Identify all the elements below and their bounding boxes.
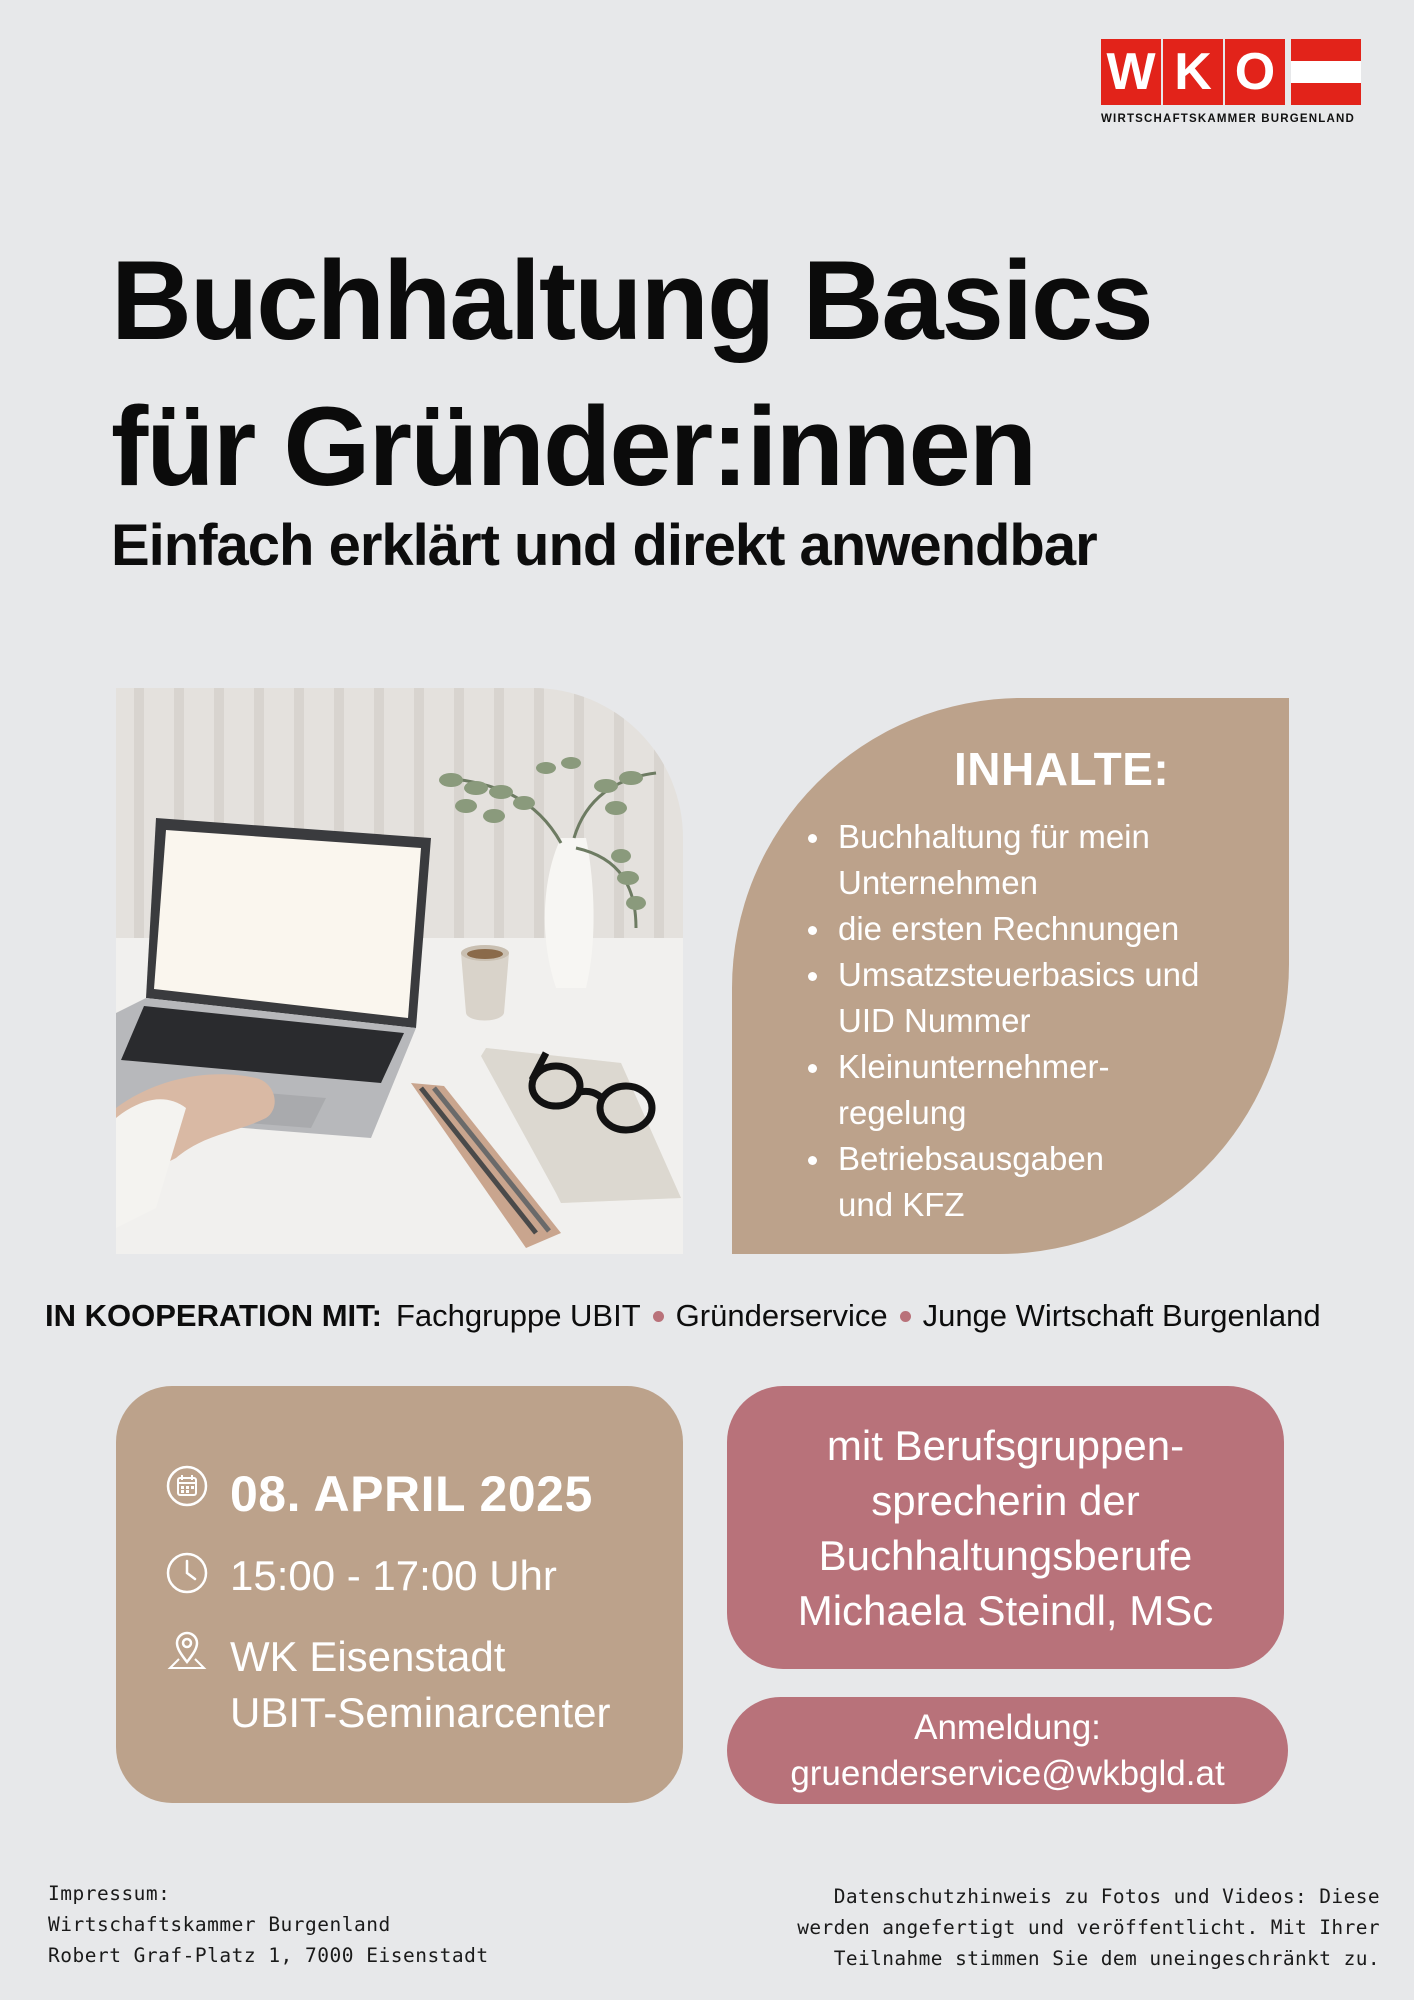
list-item-line: Betriebsausgaben: [838, 1140, 1105, 1177]
list-item-line: Umsatzsteuerbasics und: [838, 956, 1200, 993]
anmeldung-label: Anmeldung:: [914, 1707, 1101, 1747]
list-item-line: regelung: [838, 1094, 967, 1131]
list-item: [838, 906, 1199, 952]
austrian-flag-icon: [1291, 39, 1361, 105]
list-item: [838, 952, 1199, 1044]
list-item-line: Unternehmen: [838, 864, 1038, 901]
inhalte-panel: [732, 698, 1289, 1254]
kooperation-line: [45, 1298, 1321, 1334]
list-item-line: Kleinunternehmer-: [838, 1048, 1110, 1085]
anmeldung-email-link[interactable]: gruenderservice@wkbgld.at: [790, 1753, 1225, 1793]
event-location-line-1: WK Eisenstadt: [230, 1633, 506, 1680]
datenschutz-notice: [797, 1881, 1380, 1974]
speaker-line-4: Michaela Steindl, MSc: [797, 1586, 1214, 1634]
clock-icon: [166, 1552, 208, 1594]
speaker-line-2: sprecherin der: [871, 1476, 1140, 1524]
speaker-box: [727, 1386, 1284, 1669]
event-location-row: [166, 1629, 610, 1741]
speaker-line-3: Buchhaltungsberufe: [818, 1531, 1193, 1579]
list-item: [838, 1136, 1199, 1228]
event-time: 15:00 - 17:00 Uhr: [230, 1552, 557, 1599]
wko-logo: [1101, 39, 1373, 125]
page-title: [111, 228, 1152, 520]
inhalte-list: [838, 814, 1199, 1228]
logo-letter-k: K: [1163, 39, 1223, 105]
page-subtitle: Einfach erklärt und direkt anwendbar: [111, 513, 1097, 578]
impressum: [48, 1878, 489, 1971]
logo-letter-o: O: [1225, 39, 1285, 105]
separator-dot-icon: [900, 1311, 911, 1322]
location-pin-icon: [166, 1629, 208, 1671]
partner-junge-wirtschaft: Junge Wirtschaft Burgenland: [922, 1298, 1321, 1333]
event-location-line-2: UBIT-Seminarcenter: [230, 1689, 611, 1736]
title-line-1: Buchhaltung Basics: [111, 238, 1152, 363]
logo-subtitle: WIRTSCHAFTSKAMMER BURGENLAND: [1101, 113, 1355, 125]
title-line-2: für Gründer:innen: [111, 384, 1036, 509]
event-date-row: [166, 1465, 593, 1523]
list-item-line: UID Nummer: [838, 1002, 1031, 1039]
datenschutz-line-1: Datenschutzhinweis zu Fotos und Videos: Diese: [833, 1885, 1380, 1908]
datenschutz-line-3: Teilnahme stimmen Sie dem uneingeschränkt zu.: [833, 1947, 1380, 1970]
event-details-box: [116, 1386, 683, 1803]
speaker-line-1: mit Berufsgruppen-: [826, 1421, 1185, 1469]
partner-gruenderservice: Gründerservice: [675, 1298, 888, 1333]
kooperation-label: IN KOOPERATION MIT:: [45, 1298, 382, 1333]
list-item: [838, 814, 1199, 906]
impressum-line-1: Impressum:: [48, 1882, 171, 1905]
impressum-line-2: Wirtschaftskammer Burgenland: [48, 1913, 391, 1936]
list-item-line: Buchhaltung für mein: [838, 818, 1150, 855]
anmeldung-box[interactable]: [727, 1697, 1288, 1804]
list-item: [838, 1044, 1199, 1136]
list-item-line: und KFZ: [838, 1186, 965, 1223]
inhalte-heading: INHALTE:: [954, 743, 1170, 795]
list-item-line: die ersten Rechnungen: [838, 910, 1180, 947]
calendar-icon: [166, 1465, 208, 1507]
impressum-line-3: Robert Graf-Platz 1, 7000 Eisenstadt: [48, 1944, 489, 1967]
datenschutz-line-2: werden angefertigt und veröffentlicht. Mit Ihrer: [797, 1916, 1380, 1939]
partner-fachgruppe-ubit: Fachgruppe UBIT: [395, 1298, 641, 1333]
event-date: 08. APRIL 2025: [230, 1466, 593, 1522]
separator-dot-icon: [653, 1311, 664, 1322]
event-location: [230, 1629, 610, 1741]
event-time-row: [166, 1552, 557, 1600]
logo-letter-w: W: [1101, 39, 1161, 105]
laptop-desk-photo: [116, 688, 683, 1254]
